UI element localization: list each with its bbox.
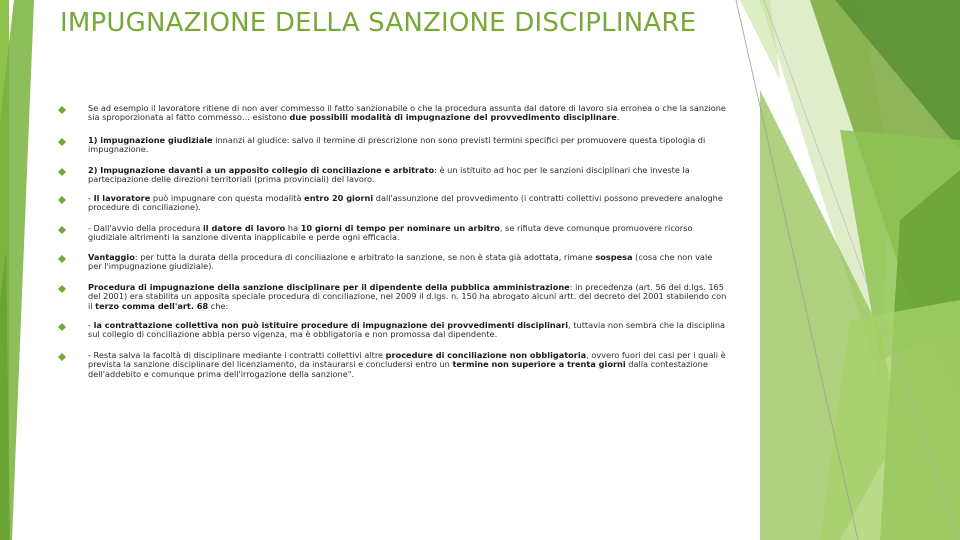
- text-run: può impugnare con questa modalità: [150, 193, 305, 203]
- diamond-bullet-icon: [58, 285, 66, 293]
- bullet-text: [88, 194, 728, 213]
- bullet-text: [88, 104, 728, 123]
- bullet-text: [88, 253, 728, 272]
- diamond-bullet-icon: [58, 323, 66, 331]
- text-run: -: [88, 193, 94, 203]
- bold-text: Procedura di impugnazione della sanzione disciplinare per il dipendente della pubblica amministrazione: [88, 282, 570, 292]
- bullet-text: [88, 166, 728, 185]
- text-run: (cosa che non vale per l'impugnazione giudiziale).: [88, 252, 713, 272]
- bullet-text: [88, 321, 728, 340]
- diamond-bullet-icon: [58, 226, 66, 234]
- text-run: - Dall'avvio della procedura: [88, 223, 203, 233]
- text-run: , se rifiuta deve comunque promuovere ricorso giudiziale altrimenti la sanzione diventa inapplicabile e perde ogni efficacia.: [88, 223, 693, 243]
- bold-text: 1) impugnazione giudiziale: [88, 135, 213, 145]
- bold-text: sospesa: [595, 252, 633, 262]
- text-run: , tuttavia non sembra che la disciplina sul collegio di conciliazione abbia perso vigenza, ma è obbligatoria e non promossa dal dipendente.: [88, 320, 726, 340]
- bold-text: 10 giorni di tempo per nominare un arbitro: [300, 223, 500, 233]
- diamond-bullet-icon: [58, 138, 66, 146]
- bold-text: Vantaggio: [88, 252, 135, 262]
- text-run: : è un istituito ad hoc per le sanzioni disciplinari che investe la partecipazione delle direzioni territoriali (prima provinciali) del lavoro.: [88, 165, 690, 185]
- text-run: -: [88, 320, 94, 330]
- diamond-bullet-icon: [58, 255, 66, 263]
- slide-title: IMPUGNAZIONE DELLA SANZIONE DISCIPLINARE: [60, 8, 697, 38]
- bold-text: il datore di lavoro: [202, 223, 286, 233]
- bold-text: procedure di conciliazione non obbligatoria: [385, 350, 587, 360]
- bold-text: 2) Impugnazione davanti a un apposito collegio di conciliazione e arbitrato: [88, 165, 435, 175]
- diamond-bullet-icon: [58, 196, 66, 204]
- text-run: dall'assunzione del provvedimento (i contratti collettivi possono prevedere analoghe procedure di conciliazione).: [88, 193, 723, 213]
- bold-text: entro 20 giorni: [304, 193, 374, 203]
- bullet-text: [88, 224, 728, 243]
- text-run: : per tutta la durata della procedura di conciliazione e arbitrato la sanzione, se non è stata già adottata, rimane: [134, 252, 596, 262]
- diamond-bullet-icon: [58, 353, 66, 361]
- diamond-bullet-icon: [58, 168, 66, 176]
- text-run: - Resta salva la facoltà di disciplinare mediante i contratti collettivi altre: [88, 350, 386, 360]
- diamond-bullet-icon: [58, 106, 66, 114]
- text-run: innanzi al giudice: salvo il termine di prescrizione non sono previsti termini specifici per promuovere questa tipologia di impugnazione.: [88, 135, 706, 155]
- text-run: : in precedenza (art. 56 del d.lgs. 165 del 2001) era stabilita un apposita speciale procedura di conciliazione, nel 2009 il d.lgs. n. 150 ha abrogato alcuni artt. del decreto del 2001 stabilendo con il: [88, 282, 727, 311]
- bold-text: due possibili modalità di impugnazione del provvedimento disciplinare: [289, 112, 617, 123]
- text-run: dalla contestazione dell'addebito e comunque prima dell'irrogazione della sanzione".: [88, 359, 708, 379]
- bullet-text: [88, 351, 728, 379]
- text-run: Se ad esempio il lavoratore ritiene di non aver commesso il fatto sanzionabile o che la procedura assunta dal datore di lavoro sia erronea o che la sanzione sia sproporzionata al fatto commesso… esistono: [88, 103, 726, 123]
- bold-text: terzo comma dell'art. 68: [95, 300, 209, 311]
- bold-text: la contrattazione collettiva non può istituire procedure di impugnazione dei provvedimenti disciplinari: [93, 320, 569, 330]
- bullet-text: [88, 283, 728, 311]
- text-run: ha: [285, 223, 301, 233]
- bold-text: termine non superiore a trenta giorni: [452, 359, 626, 370]
- text-run: , ovvero fuori dei casi per i quali è prevista la sanzione disciplinare del licenziamento, da instaurarsi e concludersi entro un: [88, 350, 726, 370]
- text-run: .: [616, 112, 620, 123]
- text-run: che:: [208, 300, 229, 311]
- bullet-text: [88, 136, 728, 155]
- bold-text: Il lavoratore: [93, 193, 151, 203]
